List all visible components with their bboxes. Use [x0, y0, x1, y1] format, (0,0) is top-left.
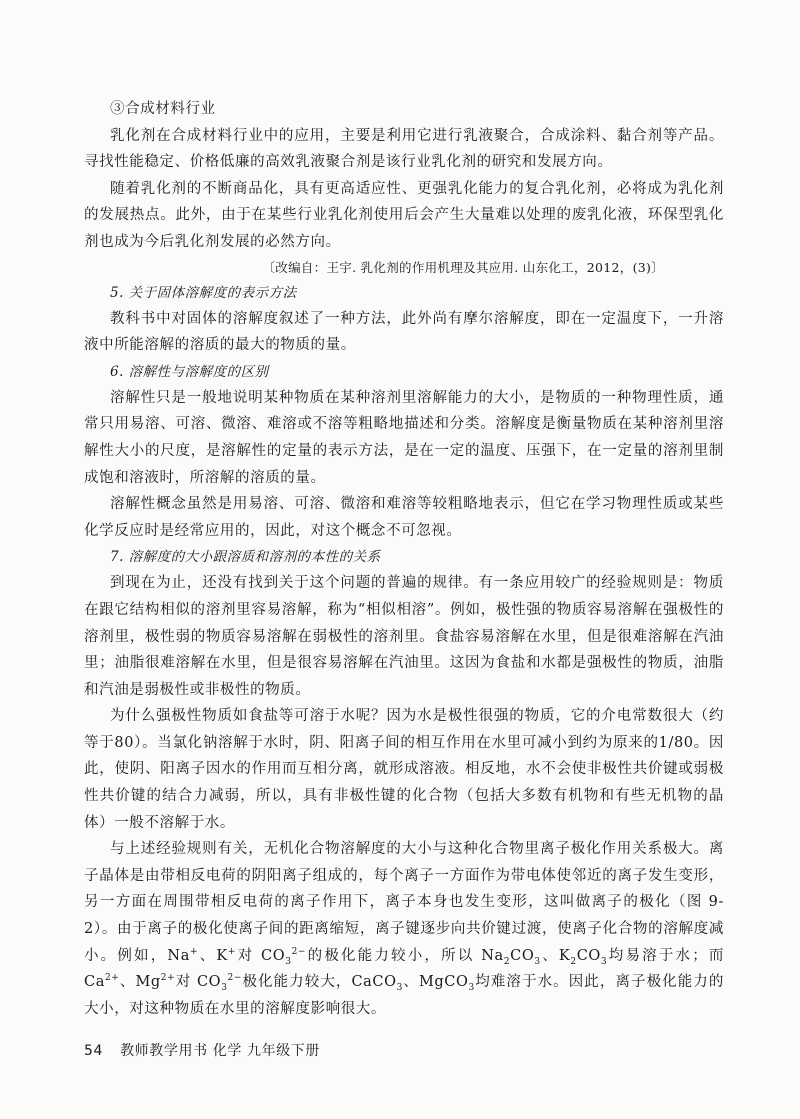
paragraph: 溶解性只是一般地说明某种物质在某种溶剂里溶解能力的大小，是物质的一种物理性质，通常只用易溶、可溶、微溶、难溶或不溶等粗略地描述和分类。溶解度是衡量物质在某种溶剂里溶解性大小的尺度，是溶解性的定量的表示方法，是在一定的温度、压强下，在一定量的溶剂里制成饱和溶液时，所溶解的溶质的量。 — [84, 389, 724, 486]
paragraph: 随着乳化剂的不断商品化，具有更高适应性、更强乳化能力的复合乳化剂，必将成为乳化剂的发展热点。此外，由于在某些行业乳化剂使用后会产生大量难以处理的废乳化液，环保型乳化剂也成为今后乳化剂发展的必然方向。 — [84, 180, 724, 250]
page-footer — [84, 1040, 320, 1060]
paragraph: 到现在为止，还没有找到关于这个问题的普遍的规律。有一条应用较广的经验规则是：物质在跟它结构相似的溶剂里容易溶解，称为“相似相溶”。例如，极性强的物质容易溶解在强极性的溶剂里，极性弱的物质容易溶解在弱极性的溶剂里。食盐容易溶解在水里，但是很难溶解在汽油里；油脂很难溶解在水里，但是很容易溶解在汽油里。这因为食盐和水都是强极性的物质，油脂和汽油是弱极性或非极性的物质。 — [84, 575, 724, 698]
section-heading-6: 6. 溶解性与溶解度的区别 — [110, 363, 269, 380]
section-heading-5: 5. 关于固体溶解度的表示方法 — [110, 284, 297, 301]
paragraph: 教科书中对固体的溶解度叙述了一种方法，此外尚有摩尔溶解度，即在一定温度下，一升溶液中所能溶解的溶质的最大的物质的量。 — [84, 310, 724, 354]
section-heading-7: 7. 溶解度的大小跟溶质和溶剂的本性的关系 — [110, 549, 381, 566]
subsection-label: ③合成材料行业 — [110, 101, 216, 117]
citation: 〔改编自：王宇. 乳化剂的作用机理及其应用. 山东化工，2012，(3)〕 — [262, 259, 664, 275]
paragraph: 溶解性概念虽然是用易溶、可溶、微溶和难溶等较粗略地表示，但它在学习物理性质或某些化学反应时是经常应用的，因此，对这个概念不可忽视。 — [84, 496, 724, 539]
paragraph: 乳化剂在合成材料行业中的应用，主要是利用它进行乳液聚合，合成涂料、黏合剂等产品。寻找性能稳定、价格低廉的高效乳液聚合剂是该行业乳化剂的研究和发展方向。 — [84, 127, 724, 171]
book-title: 教师教学用书 化学 九年级下册 — [120, 1043, 320, 1059]
page-content — [84, 96, 724, 1022]
page-number: 54 — [84, 1043, 104, 1059]
paragraph-ion-polarization: 与上述经验规则有关，无机化合物溶解度的大小与这种化合物里离子极化作用关系极大。离子晶体是由带相反电荷的阴阳离子组成的，每个离子一方面作为带电体使邻近的离子发生变形，另一方面在周围带相反电荷的离子作用下，离子本身也发生变形，这叫做离子的极化（图 9-2）。由于离子的极化使离子间的距离缩短，离子键逐步向共价键过渡，使离子化合物的溶解度减小。例如，Na+、K+对 $CO_3^{2-}$的极化能力较小，所以 $Na_2CO_3$、$K_2CO_3$均易溶于水；而 $Ca^{2+}$、$Mg^{2+}$对 $CO_3^{2-}$极化能力较大，CaCO$_3$、MgCO$_3$均难溶于水。因此，离子极化能力的大小，对这种物质在水里的溶解度影响很大。 — [84, 841, 724, 1017]
paragraph: 为什么强极性物质如食盐等可溶于水呢？因为水是极性很强的物质，它的介电常数很大（约等于80）。当氯化钠溶解于水时，阴、阳离子间的相互作用在水里可减小到约为原来的1/80。因此，使阴、阳离子因水的作用而互相分离，就形成溶液。相反地，水不会使非极性共价键或弱极性共价键的结合力减弱，所以，具有非极性键的化合物（包括大多数有机物和有些无机物的晶体）一般不溶解于水。 — [84, 708, 724, 831]
